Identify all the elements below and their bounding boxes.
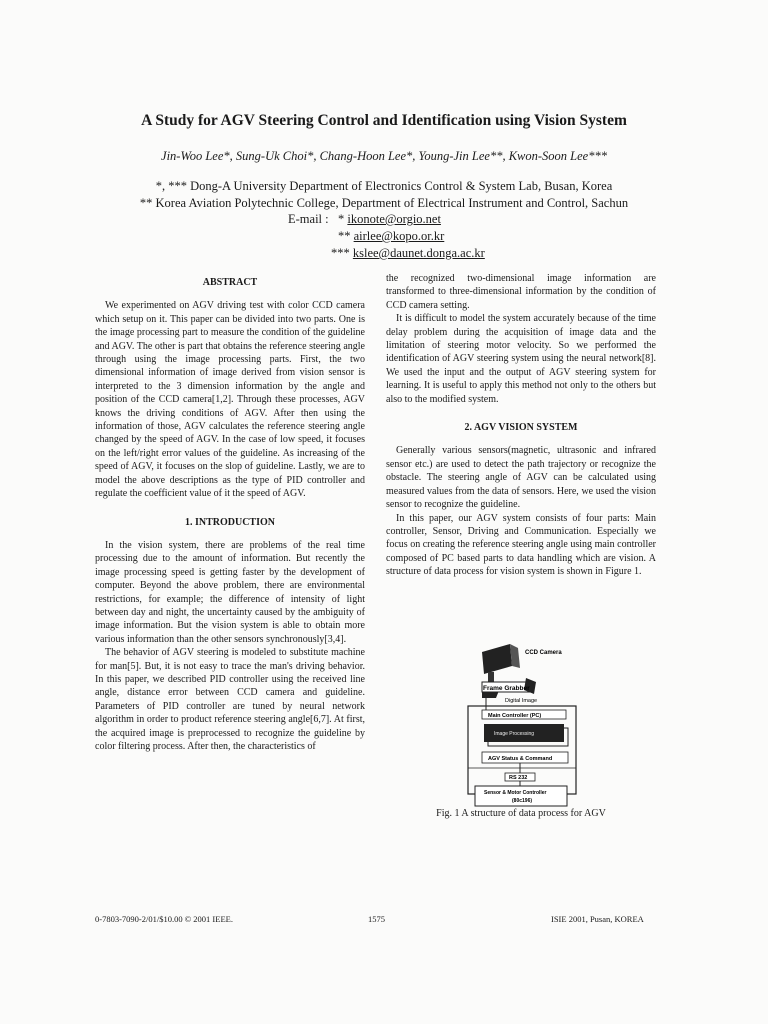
fig-rs232-label: RS 232 [509, 775, 528, 781]
figure-diagram [430, 640, 640, 820]
email-mark-1: * [338, 212, 345, 226]
left-column [95, 272, 365, 753]
intro-paragraph-2: The behavior of AGV steering is modeled to substitute machine for man[5]. But, it is not easy to trace the man's driving behavior. In this paper, we described PID controller using the received line angle, distance error between CCD camera and guideline. Parameters of PID controller are tuned by neural network algorithm in order to product reference steering angle[6,7]. At first, the acquired image is preprocessed to recognize the guideline by color filtering process. After then, the characteristics of [95, 647, 365, 752]
fig-digital-label: Digital Image [505, 698, 538, 704]
abstract-text: We experimented on AGV driving test with color CCD camera which setup on it. This paper can be divided into two parts. One is the image processing part to measure the condition of the guideline and AGV. The other is part that obtains the reference steering angle through using the image processing parts. First, the two dimensional information of image derived from vision sensor is interpreted to the 3 dimension information by the angle and position of the CCD camera[1,2]. Through these processes, AGV knows the driving conditions of AGV. After then using the information of those, AGV calculates the reference steering angle changed by the speed of AGV. In the case of low speed, it focuses on the left/right error values of the guideline. As increasing of the speed of AGV, it focuses on the slop of guideline. Lastly, we are to model the above descriptions as the type of PID controller and regulate the coefficient value of it the speed of AGV. [95, 300, 365, 500]
right-column [386, 272, 656, 579]
fig-grabber-label: Frame Grabber [483, 685, 530, 692]
email-row-2 [288, 228, 485, 245]
email-link-3[interactable]: kslee@daunet.donga.ac.kr [352, 246, 485, 260]
vision-heading: 2. AGV VISION SYSTEM [464, 422, 578, 434]
intro-paragraph-3: the recognized two-dimensional image information are transformed to three-dimensional information by the condition of CCD camera setting. [386, 273, 656, 311]
vision-paragraph-1: Generally various sensors(magnetic, ultrasonic and infrared sensor etc.) are used to detect the path trajectory or recognize the obstacle. The steering angle of AGV can be calculated using measured values from the data of sensors. Here, we used the vision sensor to recognize the guideline. [386, 445, 656, 511]
email-mark-3: *** [331, 246, 350, 260]
fig-chip-label: (80c196) [512, 798, 533, 804]
intro-paragraph-1: In the vision system, there are problems of the real time processing due to the amount of information. But recently the image processing speed is getting faster by the development of computer. Beyond the above problem, there are environmental restrictions, for example; the difference of intensity of light between day and night, the uncertainty caused by the ambiguity of image information. But the vision system is able to obtain more various information than the other sensors synchronously[3,4]. [95, 539, 365, 645]
email-link-1[interactable]: ikonote@orgio.net [347, 212, 441, 226]
abstract-heading: ABSTRACT [202, 277, 258, 288]
fig-status-label: AGV Status & Command [488, 756, 553, 762]
fig-main-label: Main Controller (PC) [488, 713, 542, 719]
figure-caption: Fig. 1 A structure of data process for AGV [436, 808, 606, 819]
email-link-2[interactable]: airlee@kopo.or.kr [353, 229, 445, 243]
fig-ccd-label: CCD Camera [525, 650, 562, 656]
intro-paragraph-4: It is difficult to model the system accurately because of the time delay problem during the acquisition of image data and the limitation of steering motor velocity. So we performed the identification of AGV steering system using the neural network[8]. We used the input and the output of AGV steering system for learning. It is useful to apply this method not only to the others but also to the modified system. [386, 313, 656, 405]
affiliation-1: *, *** Dong-A University Department of Electronics Control & System Lab, Busan, Korea [155, 179, 613, 193]
email-row-3 [288, 245, 485, 262]
fig-sensor-label: Sensor & Motor Controller [484, 790, 547, 796]
intro-heading: 1. INTRODUCTION [184, 516, 275, 528]
author-list: Jin-Woo Lee*, Sung-Uk Choi*, Chang-Hoon Lee*, Young-Jin Lee**, Kwon-Soon Lee*** [161, 149, 607, 163]
affiliations [0, 178, 768, 212]
footer-copyright: 0-7803-7090-2/01/$10.00 © 2001 IEEE. [95, 914, 233, 924]
vision-paragraph-2: In this paper, our AGV system consists of four parts: Main controller, Sensor, Driving and Communication. Especially we focus on creating the reference steering angle using main controller composed of PC based parts to data handling which are vision. A structure of data process for vision system is shown in Figure 1. [386, 512, 656, 578]
email-row-1 [288, 211, 485, 228]
paper-title: A Study for AGV Steering Control and Identification using Vision System [141, 112, 627, 129]
footer-conference: ISIE 2001, Pusan, KOREA [551, 914, 644, 924]
email-mark-2: ** [338, 229, 351, 243]
affiliation-2: ** Korea Aviation Polytechnic College, Department of Electrical Instrument and Control, Sachun [139, 196, 629, 210]
fig-processing-label: Image Processing [494, 731, 535, 737]
figure-1 [430, 640, 640, 820]
footer-page-number: 1575 [368, 914, 385, 924]
email-block [288, 211, 485, 262]
email-label: E-mail : [288, 212, 329, 226]
